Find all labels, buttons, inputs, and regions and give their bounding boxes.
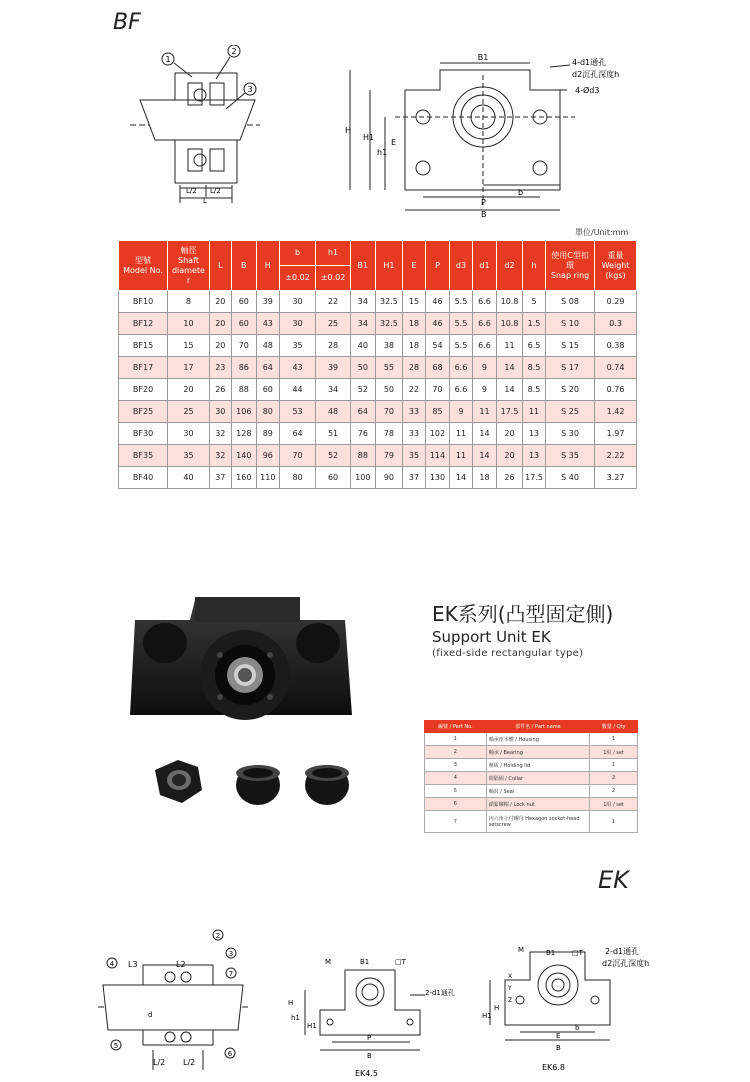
ek68-E: E [556,1032,561,1040]
spec-cell: 46 [425,313,449,335]
spec-cell: 160 [231,467,256,489]
ek-series-subtitle: Support Unit EK [432,628,551,646]
spec-cell: 8.5 [523,357,546,379]
spec-cell: 18 [403,313,426,335]
spec-cell: 15 [403,291,426,313]
spec-cell: 13 [523,445,546,467]
spec-cell: 1.42 [595,401,637,423]
parts-cell: 2 [590,785,638,798]
spec-cell: 17.5 [496,401,522,423]
spec-cell: 14 [472,445,496,467]
ek-callout-5: 5 [113,1042,119,1050]
spec-cell: 0.76 [595,379,637,401]
spec-cell: 53 [279,401,316,423]
spec-cell: 50 [350,357,375,379]
spec-cell: 64 [350,401,375,423]
ek-dim-L2: L2 [176,960,186,969]
parts-cell: 3 [425,759,487,772]
spec-cell: 3.27 [595,467,637,489]
spec-cell: 46 [425,291,449,313]
ek-parts-table [424,720,638,833]
spec-cell: 6.5 [523,335,546,357]
spec-cell: 130 [425,467,449,489]
spec-row [119,357,637,379]
spec-cell: 80 [256,401,279,423]
spec-cell: 2.22 [595,445,637,467]
spec-cell: 15 [168,335,210,357]
spec-cell: 48 [316,401,350,423]
parts-cell: 1組 / set [590,746,638,759]
spec-cell: S 40 [546,467,595,489]
spec-cell: 17.5 [523,467,546,489]
spec-cell: 9 [472,357,496,379]
th-h1: h1 [316,241,350,266]
spec-cell: 32 [209,445,231,467]
th-snap: 使用C型扣 環 Snap ring [546,241,595,291]
ek68-M: M [518,946,525,954]
dim-h1: h1 [377,148,388,157]
spec-cell: 52 [316,445,350,467]
parts-row [425,733,638,746]
ek68-Y: Y [508,985,512,992]
note-d1: 4-d1通孔 [572,58,607,67]
spec-cell: S 35 [546,445,595,467]
spec-cell: 20 [496,423,522,445]
parts-th-qty: 數量 / Qty [590,721,638,733]
ek-callout-2: 2 [215,932,221,940]
dim-b: b [518,188,524,197]
spec-cell: 0.74 [595,357,637,379]
spec-cell: 8 [168,291,210,313]
ek-callout-3: 3 [228,950,234,958]
parts-cell: 鎖緊螺帽 / Lock nut [486,798,590,811]
parts-cell: 間隔圈 / Collar [486,772,590,785]
spec-cell: 60 [316,467,350,489]
dim-H1: H1 [363,133,375,142]
ek68-B1: B1 [546,949,556,957]
th-model: 型號 Model No. [119,241,168,291]
spec-cell: 34 [350,291,375,313]
parts-row [425,785,638,798]
th-L: L [209,241,231,291]
parts-cell: 2 [590,772,638,785]
ek45-H1: H1 [307,1022,317,1030]
spec-cell: S 17 [546,357,595,379]
ek-series-title: EK系列(凸型固定側) [432,602,614,626]
spec-cell: 60 [231,291,256,313]
spec-row [119,467,637,489]
parts-cell: 1 [590,733,638,746]
spec-row [119,335,637,357]
ek-product-photo [90,585,400,830]
spec-cell: BF20 [119,379,168,401]
ek68-caption: EK6.8 [542,1063,566,1072]
spec-cell: 11 [449,445,472,467]
spec-cell: 38 [375,335,402,357]
ek-dim-d: d [148,1011,153,1019]
spec-cell: 10.8 [496,291,522,313]
spec-cell: BF17 [119,357,168,379]
spec-cell: S 08 [546,291,595,313]
spec-cell: S 15 [546,335,595,357]
spec-cell: 30 [168,423,210,445]
ek68-T: □T [572,949,583,957]
spec-cell: 5 [523,291,546,313]
spec-cell: 28 [316,335,350,357]
spec-row [119,379,637,401]
spec-cell: 17 [168,357,210,379]
parts-cell: 1 [590,759,638,772]
th-b: b [279,241,316,266]
spec-cell: 33 [403,423,426,445]
spec-cell: 32.5 [375,313,402,335]
ek-callout-6: 6 [227,1050,233,1058]
spec-cell: 48 [256,335,279,357]
dim-l2-left: L/2 [186,187,197,195]
spec-cell: 70 [425,379,449,401]
spec-cell: 5.5 [449,291,472,313]
spec-cell: 11 [496,335,522,357]
spec-cell: 22 [316,291,350,313]
spec-cell: 64 [256,357,279,379]
spec-cell: 140 [231,445,256,467]
spec-cell: 35 [279,335,316,357]
ek-callout-4: 4 [109,960,115,968]
spec-cell: S 25 [546,401,595,423]
parts-cell: 5 [425,785,487,798]
ek45-P: P [367,1034,372,1042]
spec-cell: 10.8 [496,313,522,335]
parts-cell: 軸封 / Seal [486,785,590,798]
spec-cell: BF30 [119,423,168,445]
spec-cell: 14 [496,379,522,401]
dim-l: L [203,197,207,205]
parts-cell: 1 [425,733,487,746]
spec-cell: 114 [425,445,449,467]
ek-dim-L3: L3 [128,960,138,969]
parts-row [425,759,638,772]
spec-cell: 13 [523,423,546,445]
spec-cell: 8.5 [523,379,546,401]
spec-cell: 20 [209,291,231,313]
spec-cell: 76 [350,423,375,445]
spec-cell: 52 [350,379,375,401]
spec-cell: 6.6 [472,291,496,313]
spec-cell: 32.5 [375,291,402,313]
bf-section-drawing [130,45,260,205]
ek-callout-7: 7 [228,970,234,978]
spec-cell: 86 [231,357,256,379]
spec-cell: 70 [375,401,402,423]
spec-cell: 6.6 [449,379,472,401]
spec-cell: 96 [256,445,279,467]
spec-cell: BF40 [119,467,168,489]
dim-P: P [481,198,486,207]
spec-cell: 43 [279,357,316,379]
parts-th-no: 編號 / Part No. [425,721,487,733]
th-weight: 重量 Weight (kgs) [595,241,637,291]
spec-cell: 20 [496,445,522,467]
spec-cell: BF15 [119,335,168,357]
th-d3: d3 [449,241,472,291]
spec-cell: 11 [472,401,496,423]
spec-cell: 14 [472,423,496,445]
ek68-X: X [508,973,513,980]
spec-cell: 10 [168,313,210,335]
bf-spec-table [118,240,637,489]
spec-cell: 26 [496,467,522,489]
spec-cell: 39 [316,357,350,379]
callout-1: 1 [165,55,171,64]
spec-cell: 85 [425,401,449,423]
spec-cell: 30 [279,291,316,313]
spec-cell: 1.97 [595,423,637,445]
ek45-caption: EK4.5 [355,1069,379,1078]
spec-cell: 20 [168,379,210,401]
ek45-H: H [288,999,294,1007]
spec-cell: 20 [209,313,231,335]
th-H1: H1 [375,241,402,291]
spec-cell: 0.38 [595,335,637,357]
spec-cell: 14 [449,467,472,489]
spec-cell: 128 [231,423,256,445]
bf-section-title: BF [113,10,141,35]
ek68-H1: H1 [482,1012,492,1020]
ek45-drawing [285,950,465,1080]
spec-row [119,401,637,423]
spec-cell: 70 [279,445,316,467]
ek68-H: H [494,1004,500,1012]
spec-cell: 28 [403,357,426,379]
spec-cell: 11 [523,401,546,423]
spec-cell: 102 [425,423,449,445]
th-shaft: 軸徑 Shaft diamete r [168,241,210,291]
spec-row [119,291,637,313]
spec-cell: 25 [316,313,350,335]
parts-cell: 7 [425,811,487,833]
parts-row [425,746,638,759]
parts-th-name: 部件名 / Part name [486,721,590,733]
spec-cell: BF25 [119,401,168,423]
spec-cell: 40 [168,467,210,489]
parts-row [425,798,638,811]
spec-cell: 43 [256,313,279,335]
th-E: E [403,241,426,291]
spec-row [119,423,637,445]
spec-cell: 64 [279,423,316,445]
parts-cell: 1組 / set [590,798,638,811]
spec-cell: 30 [209,401,231,423]
bf-front-drawing [335,45,635,220]
spec-cell: 79 [375,445,402,467]
parts-cell: 4 [425,772,487,785]
spec-cell: 22 [403,379,426,401]
dim-H: H [345,126,352,135]
th-P: P [425,241,449,291]
spec-cell: BF10 [119,291,168,313]
dim-B: B [481,210,487,219]
th-h1-tol: ±0.02 [316,266,350,291]
spec-cell: 55 [375,357,402,379]
parts-row [425,811,638,833]
spec-cell: 54 [425,335,449,357]
spec-cell: 40 [350,335,375,357]
spec-cell: 34 [316,379,350,401]
unit-label: 單位/Unit:mm [575,228,629,237]
spec-cell: 110 [256,467,279,489]
ek68-B: B [556,1044,561,1052]
spec-cell: S 20 [546,379,595,401]
spec-cell: 6.6 [449,357,472,379]
spec-cell: S 30 [546,423,595,445]
callout-2: 2 [231,47,237,56]
spec-cell: 89 [256,423,279,445]
ek-series-subtitle2: (fixed-side rectangular type) [432,648,584,659]
spec-cell: 35 [403,445,426,467]
spec-cell: BF35 [119,445,168,467]
spec-cell: 6.6 [472,335,496,357]
note-d3: 4-Ød3 [575,86,600,95]
spec-cell: 20 [209,335,231,357]
spec-cell: 23 [209,357,231,379]
spec-cell: 78 [375,423,402,445]
spec-cell: 68 [425,357,449,379]
th-B1: B1 [350,241,375,291]
ek45-B1: B1 [360,958,370,966]
ek-dim-l2-left: L/2 [153,1058,166,1067]
spec-cell: 11 [449,423,472,445]
spec-cell: 30 [279,313,316,335]
spec-cell: 60 [231,313,256,335]
spec-row [119,313,637,335]
spec-cell: 88 [350,445,375,467]
ek-section-drawing [98,925,248,1075]
parts-cell: 1 [590,811,638,833]
spec-cell: 37 [403,467,426,489]
spec-cell: 51 [316,423,350,445]
spec-cell: 6.6 [472,313,496,335]
th-H: H [256,241,279,291]
spec-cell: 9 [449,401,472,423]
callout-3: 3 [247,85,253,94]
spec-cell: 70 [231,335,256,357]
spec-cell: BF12 [119,313,168,335]
spec-cell: 34 [350,313,375,335]
spec-cell: 33 [403,401,426,423]
ek45-T: □T [395,958,406,966]
ek68-hole-a: 2-d1通孔 [605,947,640,956]
ek68-drawing [480,940,685,1080]
note-d2: d2沉孔深度h [572,70,620,79]
spec-cell: 25 [168,401,210,423]
th-B: B [231,241,256,291]
ek45-M: M [325,958,332,966]
th-h: h [523,241,546,291]
th-b-tol: ±0.02 [279,266,316,291]
dim-l2-right: L/2 [210,187,221,195]
ek68-hole-b: d2沉孔深度h [602,959,650,968]
spec-cell: 14 [496,357,522,379]
spec-row [119,445,637,467]
th-d2: d2 [496,241,522,291]
spec-cell: 9 [472,379,496,401]
spec-cell: 106 [231,401,256,423]
spec-cell: 18 [472,467,496,489]
spec-cell: 0.29 [595,291,637,313]
spec-cell: 5.5 [449,335,472,357]
parts-cell: 軸承 / Bearing [486,746,590,759]
spec-cell: 60 [256,379,279,401]
ek-section-title: EK [598,866,629,894]
parts-cell: 6 [425,798,487,811]
spec-cell: 18 [403,335,426,357]
spec-cell: 88 [231,379,256,401]
spec-cell: 35 [168,445,210,467]
spec-cell: 90 [375,467,402,489]
spec-cell: 80 [279,467,316,489]
spec-cell: 5.5 [449,313,472,335]
spec-cell: 100 [350,467,375,489]
parts-cell: 2 [425,746,487,759]
ek68-Z: Z [508,997,513,1004]
ek-dim-l2-right: L/2 [183,1058,196,1067]
ek45-B: B [367,1052,372,1060]
dim-E: E [391,138,397,147]
spec-cell: 44 [279,379,316,401]
parts-cell: 壓板 / Holding lid [486,759,590,772]
spec-cell: S 10 [546,313,595,335]
th-d1: d1 [472,241,496,291]
parts-row [425,772,638,785]
spec-cell: 32 [209,423,231,445]
ek45-hole: 2-d1通孔 [425,989,455,997]
spec-cell: 50 [375,379,402,401]
spec-cell: 39 [256,291,279,313]
ek68-b: b [575,1024,580,1032]
spec-cell: 1.5 [523,313,546,335]
spec-cell: 37 [209,467,231,489]
ek45-h1: h1 [291,1014,300,1022]
spec-cell: 26 [209,379,231,401]
parts-cell: 內六角止付螺母 Hexagon socket-head setscrew [486,811,590,833]
parts-cell: 軸承座本體 / Housing [486,733,590,746]
dim-b1: B1 [477,53,489,62]
spec-cell: 0.3 [595,313,637,335]
